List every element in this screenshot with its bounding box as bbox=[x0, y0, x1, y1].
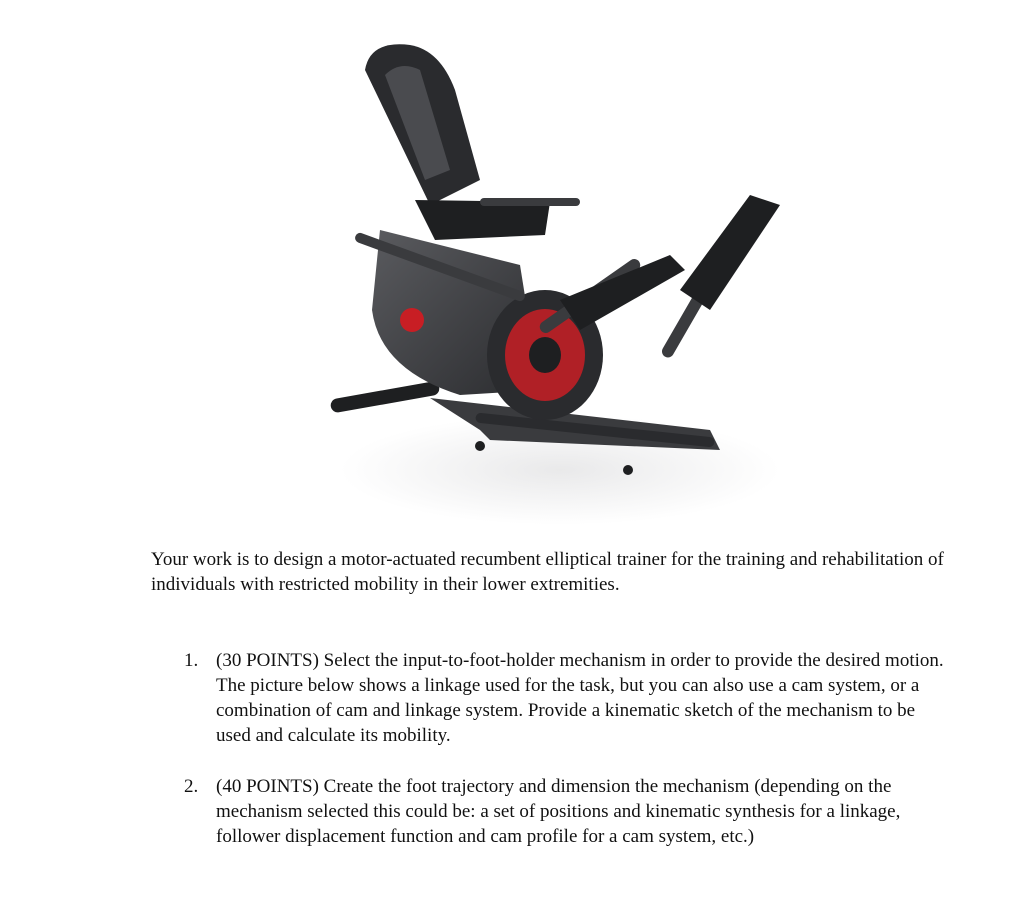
intro-paragraph: Your work is to design a motor-actuated recumbent elliptical trainer for the training and rehabilitation of individuals with restricted mobility in their lower extremities. bbox=[151, 549, 944, 595]
elliptical-trainer-illustration bbox=[310, 30, 800, 525]
task-item bbox=[151, 648, 951, 748]
task-number: 1. bbox=[184, 650, 199, 671]
leveling-foot bbox=[475, 441, 485, 451]
task-text: (30 POINTS) Select the input-to-foot-holder mechanism in order to provide the desired motion. The picture below shows a linkage used for the task, but you can also use a cam system, or a combination of cam and linkage system. Provide a kinematic sketch of the mechanism to be used and calculate its mobility. bbox=[216, 650, 944, 746]
task-text: (40 POINTS) Create the foot trajectory and dimension the mechanism (depending on the mechanism selected this could be: a set of positions and kinematic synthesis for a linkage, follower displacement function and cam profile for a cam system, etc.) bbox=[216, 776, 901, 847]
task-list bbox=[151, 648, 951, 875]
task-item bbox=[151, 774, 951, 849]
fan-hub bbox=[529, 337, 561, 373]
crank-accent bbox=[400, 308, 424, 332]
task-number: 2. bbox=[184, 776, 199, 797]
base-rail bbox=[330, 381, 441, 414]
foot-plate-right bbox=[680, 195, 780, 310]
handle-bar-right bbox=[480, 198, 580, 206]
leveling-foot bbox=[623, 465, 633, 475]
elliptical-trainer-image bbox=[310, 30, 800, 525]
